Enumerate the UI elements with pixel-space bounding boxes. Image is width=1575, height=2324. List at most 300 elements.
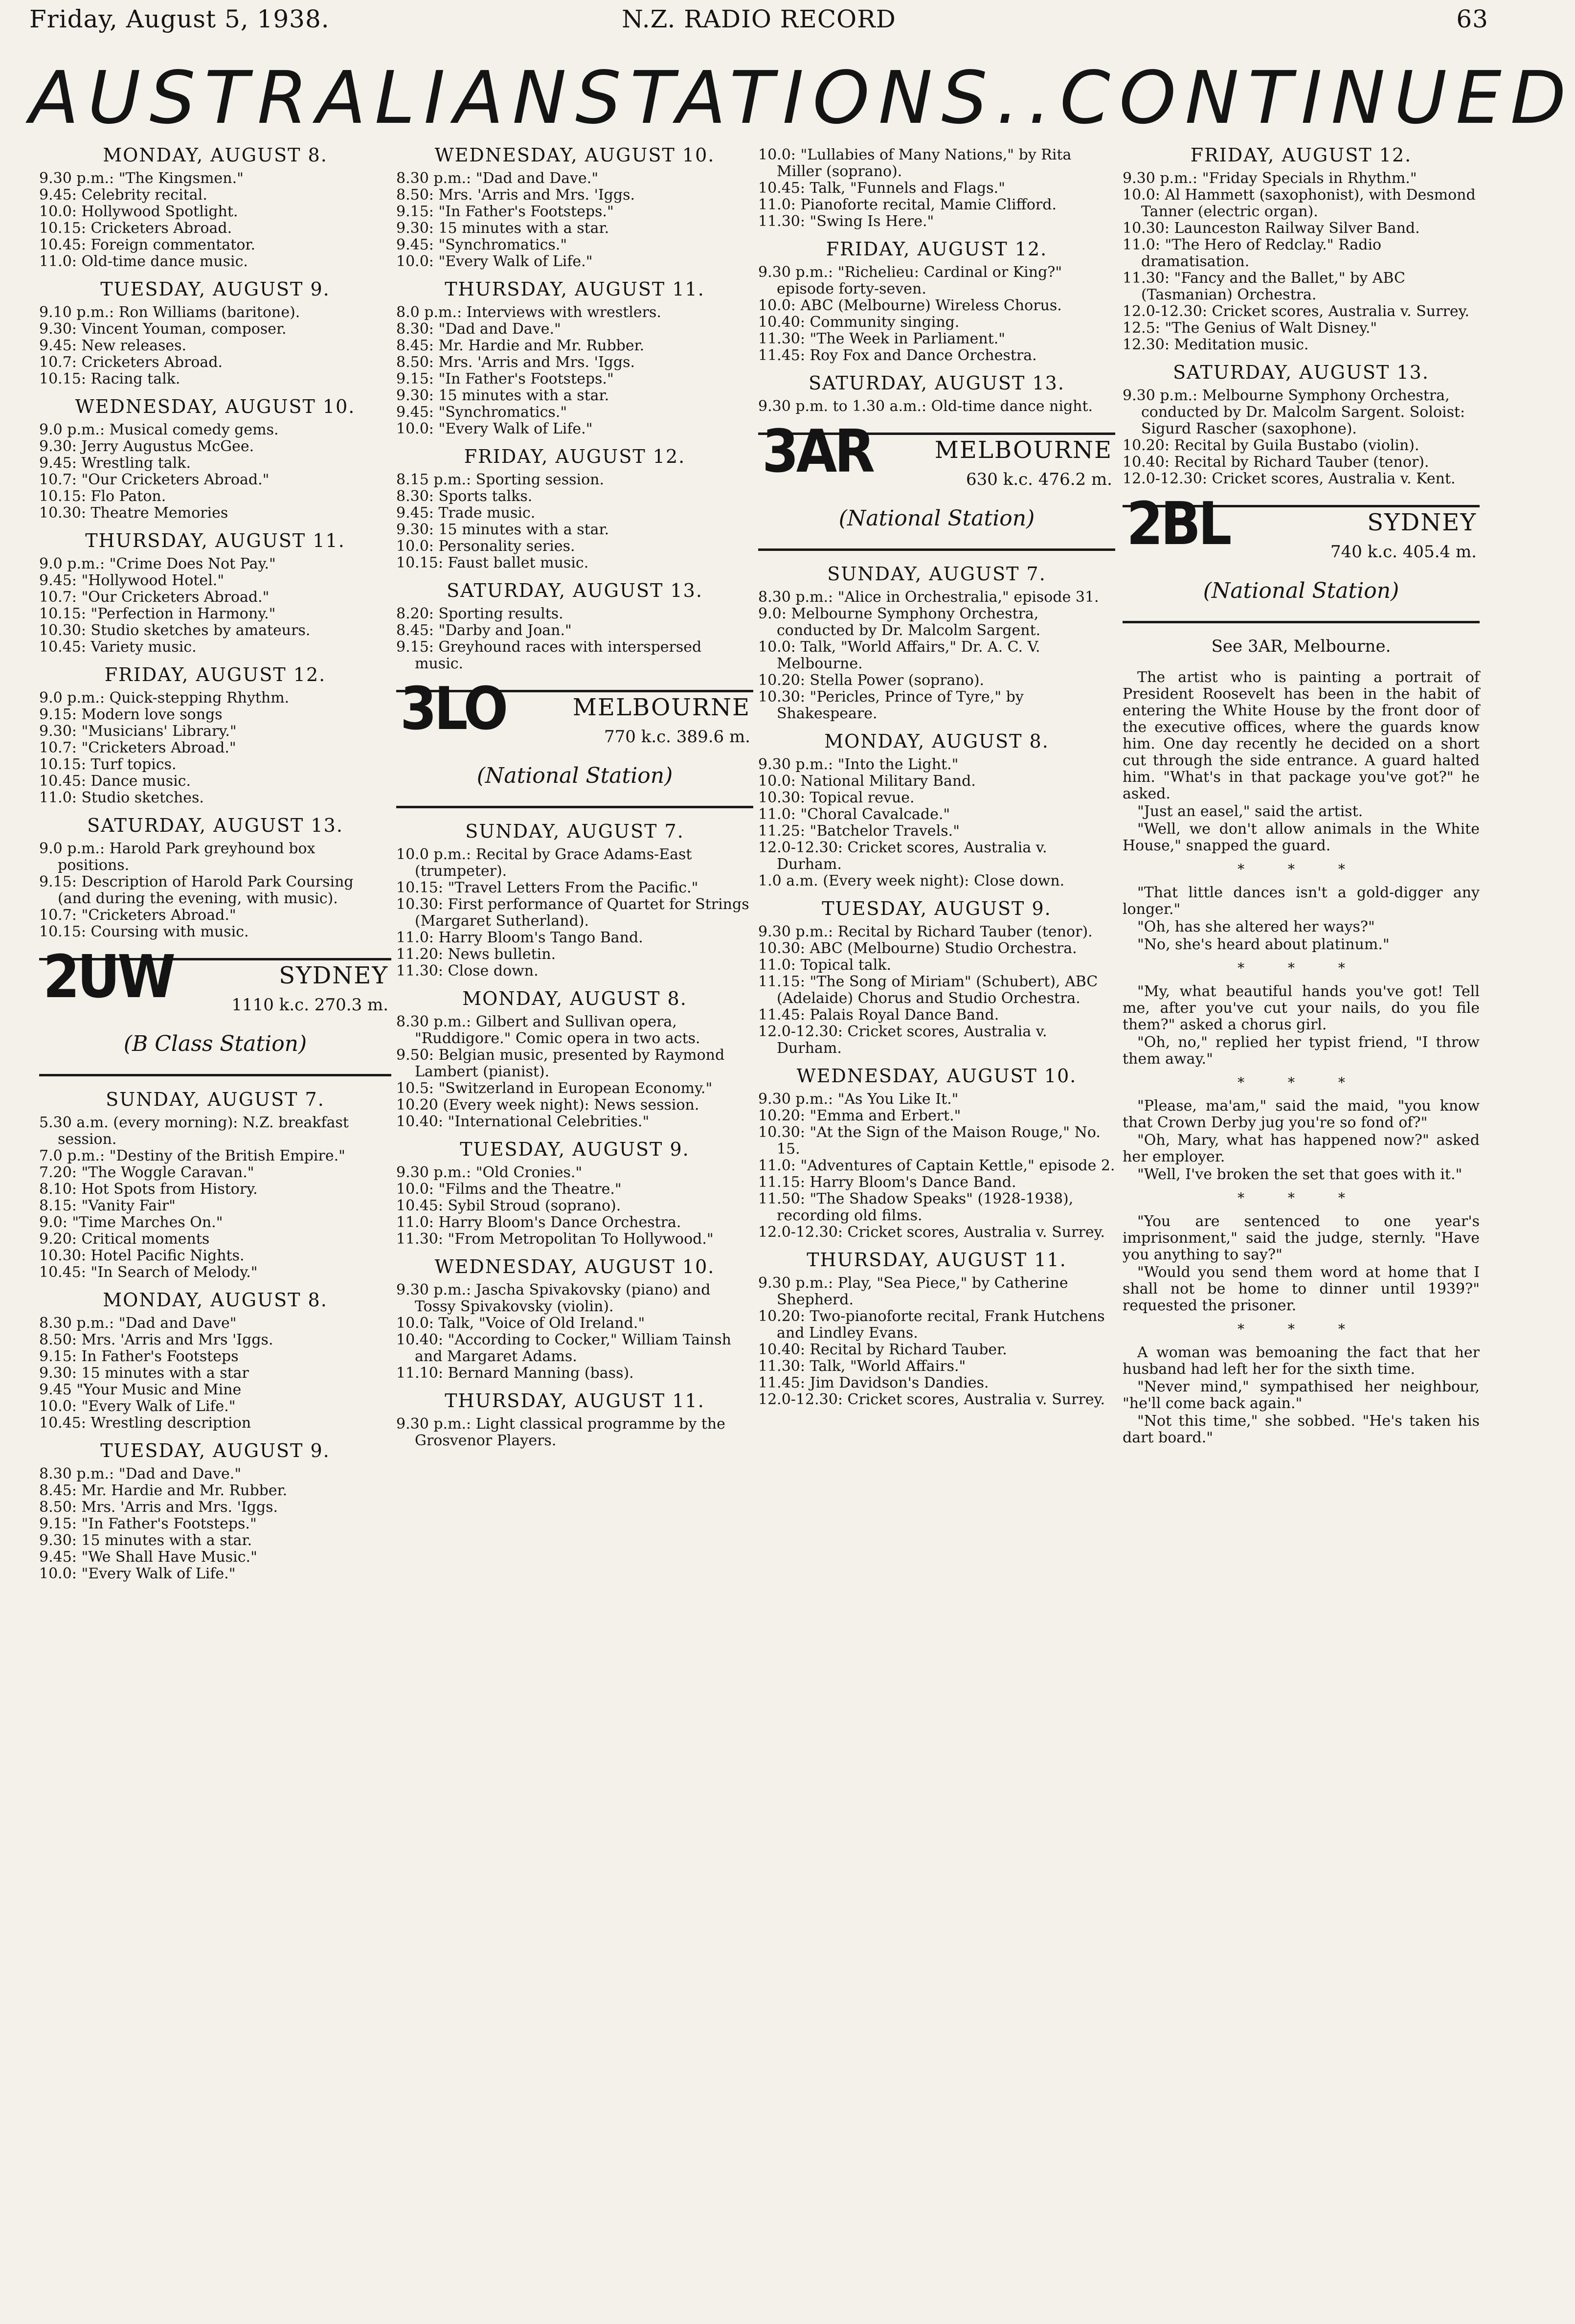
programme-title: Faust ballet music. <box>448 554 589 571</box>
issue-date: Friday, August 5, 1938. <box>29 5 330 33</box>
programme-title: "Batchelor Travels." <box>810 822 960 840</box>
day-heading: FRIDAY, AUGUST 12. <box>826 238 1048 260</box>
programme-entry <box>396 846 753 880</box>
station-frequency: 630 k.c. 476.2 m. <box>966 470 1112 489</box>
programme-entry <box>396 354 753 371</box>
programme-title: Topical revue. <box>810 789 915 806</box>
programme-entry <box>396 555 753 571</box>
programme-entry <box>396 237 753 253</box>
programme-entry <box>396 538 753 555</box>
day-heading: SATURDAY, AUGUST 13. <box>447 580 703 601</box>
programme-title: "Crime Does Not Pay." <box>109 555 276 572</box>
programme-time: 9.45: <box>39 572 77 589</box>
programme-title: "Cricketers Abroad." <box>81 907 236 924</box>
programme-entry <box>39 253 391 270</box>
story-paragraph: "That little dances isn't a gold-digger any longer." <box>1123 884 1480 918</box>
programme-title: "From Metropolitan To Hollywood." <box>448 1230 714 1248</box>
programme-entry <box>396 1047 753 1080</box>
station-city: SYDNEY <box>279 962 388 989</box>
page-number: 63 <box>1456 5 1488 33</box>
programme-entry <box>396 1214 753 1231</box>
story-paragraph: "Oh, no," replied her typist friend, "I throw them away." <box>1123 1034 1480 1068</box>
programme-title: "Your Music and Mine <box>76 1381 242 1398</box>
programme-entry <box>39 773 391 790</box>
programme-title: "In Father's Footsteps." <box>81 1515 257 1532</box>
programme-title: 15 minutes with a star. <box>438 521 609 538</box>
programme-title: Cricket scores, Australia v. Surrey. <box>847 1391 1105 1408</box>
day-heading: SUNDAY, AUGUST 7. <box>465 820 684 842</box>
programme-time: 12.30: <box>1123 336 1170 353</box>
programme-title: Melbourne Symphony Orchestra, conducted by Dr. Malcolm Sargent. Soloist: Sigurd Rascher (saxophone). <box>1141 387 1465 437</box>
programme-entry <box>758 1007 1115 1024</box>
programme-title: "Our Cricketers Abroad." <box>81 589 270 606</box>
programme-entry <box>396 304 753 321</box>
programme-entry <box>758 773 1115 790</box>
programme-time: 10.30: <box>758 1124 805 1141</box>
day-heading: TUESDAY, AUGUST 9. <box>822 898 1052 919</box>
programme-title: "Destiny of the British Empire." <box>109 1147 345 1164</box>
programme-time: 12.0-12.30: <box>1123 303 1207 320</box>
programme-entry <box>1123 220 1480 237</box>
publication-title: N.Z. RADIO RECORD <box>622 5 896 33</box>
programme-entry <box>758 756 1115 773</box>
station-city: MELBOURNE <box>572 694 750 721</box>
programme-entry <box>1123 170 1480 187</box>
programme-entry <box>396 1416 753 1449</box>
story-paragraph: "Please, ma'am," said the maid, "you know that Crown Derby jug you're so fond of?" <box>1123 1097 1480 1131</box>
programme-entry <box>39 1332 391 1348</box>
programme-time: 10.5: <box>396 1080 434 1097</box>
station-type: (National Station) <box>838 506 1035 531</box>
programme-time: 10.7: <box>39 354 77 371</box>
programme-time: 9.30: <box>39 1532 77 1549</box>
programme-title: Mrs. 'Arris and Mrs. 'Iggs. <box>81 1499 278 1516</box>
station-type: (National Station) <box>1203 578 1399 603</box>
programme-entry <box>396 1097 753 1114</box>
programme-time: 8.30 p.m.: <box>39 1465 114 1482</box>
day-heading: WEDNESDAY, AUGUST 10. <box>434 1256 715 1277</box>
programme-title: Harry Bloom's Tango Band. <box>438 929 643 946</box>
programme-entry <box>758 1108 1115 1124</box>
programme-time: 10.45: <box>39 1414 86 1432</box>
programme-entry <box>39 622 391 639</box>
programme-time: 10.40: <box>758 1341 805 1358</box>
programme-time: 10.30: <box>758 789 805 806</box>
programme-entry <box>396 1114 753 1130</box>
station-call-sign: 2UW <box>43 943 173 1011</box>
programme-time: 11.30: <box>1123 270 1170 287</box>
programme-entry <box>758 264 1115 297</box>
programme-entry <box>758 331 1115 347</box>
programme-entry <box>39 1398 391 1415</box>
programme-entry <box>396 639 753 672</box>
programme-entry <box>758 1174 1115 1191</box>
programme-entry <box>1123 387 1480 437</box>
programme-entry <box>39 841 391 874</box>
programme-entry <box>39 1482 391 1499</box>
programme-title: "The Song of Miriam" (Schubert), ABC (Adelaide) Chorus and Studio Orchestra. <box>777 973 1098 1007</box>
story-paragraph: "Oh, has she altered her ways?" <box>1137 918 1375 935</box>
story-paragraph: "Well, we don't allow animals in the White House," snapped the guard. <box>1123 820 1480 854</box>
programme-entry <box>396 204 753 220</box>
programme-entry <box>39 706 391 723</box>
programme-entry <box>758 314 1115 331</box>
programme-entry <box>396 1231 753 1248</box>
day-heading: SATURDAY, AUGUST 13. <box>1173 362 1429 383</box>
separator-stars: * * * <box>1238 861 1365 877</box>
programme-title: "At the Sign of the Maison Rouge," No. 15. <box>777 1124 1101 1158</box>
programme-entry <box>396 404 753 421</box>
programme-entry <box>39 371 391 387</box>
programme-time: 9.30: <box>396 220 434 237</box>
programme-time: 11.15: <box>758 1174 805 1191</box>
programme-title: Racing talk. <box>90 370 180 387</box>
column-2 <box>396 144 753 2319</box>
programme-entry <box>396 187 753 204</box>
programme-entry <box>758 180 1115 197</box>
programme-entry <box>39 606 391 622</box>
station-block <box>39 943 391 1076</box>
programme-entry <box>758 1224 1115 1241</box>
programme-entry <box>396 930 753 946</box>
programme-time: 11.15: <box>758 973 805 990</box>
programme-entry <box>396 1198 753 1214</box>
section-banner <box>29 56 1575 140</box>
programme-entry <box>396 1365 753 1382</box>
programme-time: 9.30: <box>39 320 77 338</box>
programme-entry <box>758 639 1115 672</box>
day-heading: FRIDAY, AUGUST 12. <box>1190 144 1412 166</box>
programme-entry <box>39 338 391 354</box>
programme-entry <box>396 880 753 896</box>
programme-title: "International Celebrities." <box>448 1113 650 1130</box>
programme-title: 15 minutes with a star. <box>438 220 609 237</box>
programme-entry <box>1123 237 1480 270</box>
programme-title: Talk, "Funnels and Flags." <box>810 180 1005 197</box>
programme-time: 5.30 a.m. <box>39 1114 109 1131</box>
programme-title: First performance of Quartet for Strings (Margaret Sutherland). <box>415 896 749 930</box>
programme-entry <box>396 387 753 404</box>
programme-time: 9.30: <box>396 387 434 404</box>
programme-time: 9.10 p.m.: <box>39 304 114 321</box>
programme-time: 10.30: <box>39 622 86 639</box>
programme-entry <box>396 253 753 270</box>
column-4 <box>1123 144 1480 2319</box>
programme-entry <box>758 1342 1115 1358</box>
programme-entry <box>758 197 1115 213</box>
programme-title: "The Shadow Speaks" (1928-1938), recording old films. <box>777 1190 1074 1224</box>
programme-entry <box>396 1315 753 1332</box>
programme-entry <box>39 1214 391 1231</box>
programme-entry <box>758 1391 1115 1408</box>
programme-entry <box>758 347 1115 364</box>
programme-time: 9.30 p.m.: <box>39 170 114 187</box>
programme-entry <box>396 522 753 538</box>
programme-title: "Musicians' Library." <box>81 723 237 740</box>
programme-entry <box>758 606 1115 639</box>
programme-entry <box>1123 320 1480 337</box>
programme-title: "Films and the Theatre." <box>438 1181 622 1198</box>
programme-entry <box>39 1466 391 1482</box>
programme-title: "Synchromatics." <box>438 236 567 253</box>
programme-time: 8.15 p.m.: <box>396 471 472 488</box>
programme-entry <box>39 1181 391 1198</box>
programme-entry <box>1123 437 1480 454</box>
programme-entry <box>758 672 1115 689</box>
programme-entry <box>39 170 391 187</box>
programme-title: "Cricketers Abroad." <box>81 739 236 756</box>
day-heading: WEDNESDAY, AUGUST 10. <box>75 396 356 417</box>
programme-time: 9.0 p.m.: <box>39 689 105 706</box>
programme-title: Ron Williams (baritone). <box>118 304 300 321</box>
programme-time: 10.0 p.m.: <box>396 846 472 863</box>
programme-entry <box>39 204 391 220</box>
programme-title: Two-pianoforte recital, Frank Hutchens and Lindley Evans. <box>777 1308 1105 1342</box>
day-heading: SATURDAY, AUGUST 13. <box>87 815 343 836</box>
programme-title: "Richelieu: Cardinal or King?" episode forty-seven. <box>777 264 1062 297</box>
programme-time: 9.30 p.m.: <box>758 1275 833 1292</box>
station-call-sign: 2BL <box>1126 490 1230 558</box>
programme-title: Jerry Augustus McGee. <box>81 438 254 455</box>
programme-title: Cricket scores, Australia v. Durham. <box>777 839 1047 873</box>
programme-title: Harry Bloom's Dance Band. <box>810 1174 1016 1191</box>
day-heading: FRIDAY, AUGUST 12. <box>464 446 686 467</box>
programme-entry <box>396 338 753 354</box>
programme-title: "Hollywood Hotel." <box>81 572 225 589</box>
programme-time: 9.30: <box>39 723 77 740</box>
programme-title: "Fancy and the Ballet," by ABC (Tasmanian) Orchestra. <box>1141 270 1405 303</box>
day-heading: WEDNESDAY, AUGUST 10. <box>434 144 715 166</box>
banner-word: CONTINUED <box>1059 56 1575 140</box>
programme-entry <box>1123 471 1480 487</box>
programme-time: 8.45: <box>39 1482 77 1499</box>
programme-time: 8.45: <box>396 622 434 639</box>
programme-title: "Every Walk of Life." <box>81 1565 236 1582</box>
programme-time: 10.30: <box>396 896 443 913</box>
programme-entry <box>39 1164 391 1181</box>
programme-time: 10.0: <box>1123 186 1160 204</box>
programme-title: Coursing with music. <box>90 923 249 940</box>
programme-time: 10.0: <box>396 1315 434 1332</box>
programme-title: "The Week in Parliament." <box>810 330 1006 347</box>
station-block <box>1123 490 1480 623</box>
programme-title: "The Kingsmen." <box>118 170 244 187</box>
programme-time: 10.15: <box>39 923 86 940</box>
programme-time: 9.15: <box>39 706 77 723</box>
programme-time: 10.40: <box>1123 454 1170 471</box>
programme-title: Light classical programme by the Grosvenor Players. <box>415 1415 725 1449</box>
programme-title: Variety music. <box>90 638 197 656</box>
programme-title: Dance music. <box>90 773 191 790</box>
programme-time: 10.20 <box>396 1096 438 1114</box>
programme-time: 10.45: <box>396 1197 443 1214</box>
story-paragraph: "Not this time," she sobbed. "He's taken his dart board." <box>1123 1413 1480 1446</box>
programme-entry <box>396 220 753 237</box>
story-paragraph: "My, what beautiful hands you've got! Tell me, after you've cut your nails, do you file them?" asked a chorus girl. <box>1123 983 1480 1033</box>
programme-entry <box>396 606 753 622</box>
banner-dot: . <box>1028 56 1060 140</box>
programme-title: Mrs. 'Arris and Mrs 'Iggs. <box>81 1331 273 1348</box>
column-1 <box>39 144 391 2319</box>
programme-time: 9.30 p.m. to 1.30 a.m.: <box>758 398 927 415</box>
station-frequency: 770 k.c. 389.6 m. <box>604 727 750 747</box>
column-3 <box>758 147 1115 2319</box>
programme-time: 12.0-12.30: <box>758 1391 843 1408</box>
programme-title: "As You Like It." <box>837 1091 959 1108</box>
programme-entry <box>39 1248 391 1264</box>
day-heading: TUESDAY, AUGUST 9. <box>460 1139 690 1160</box>
separator-stars: * * * <box>1238 960 1365 976</box>
programme-entry <box>758 297 1115 314</box>
programme-title: Cricket scores, Australia v. Surrey. <box>847 1224 1105 1241</box>
programme-entry <box>758 1358 1115 1375</box>
programme-time: 11.30: <box>758 1358 805 1375</box>
programme-time: 9.30 p.m.: <box>1123 387 1198 404</box>
programme-title: Turf topics. <box>90 756 177 773</box>
programme-entry <box>39 790 391 806</box>
programme-title: Celebrity recital. <box>81 186 207 204</box>
programme-time: 12.0-12.30: <box>758 1023 843 1040</box>
programme-title: (Every week night): News session. <box>443 1096 699 1114</box>
programme-time: 9.30 p.m.: <box>1123 170 1198 187</box>
programme-time: 9.30: <box>396 521 434 538</box>
programme-time: 9.30 p.m.: <box>396 1415 472 1433</box>
programme-title: "Travel Letters From the Pacific." <box>448 879 698 896</box>
programme-title: "Choral Cavalcade." <box>800 806 950 823</box>
day-heading: FRIDAY, AUGUST 12. <box>104 664 326 685</box>
programme-title: Mrs. 'Arris and Mrs. 'Iggs. <box>438 186 635 204</box>
programme-time: 11.0: <box>758 806 796 823</box>
separator-stars: * * * <box>1238 1190 1365 1206</box>
programme-time: 10.20: <box>758 1107 805 1124</box>
programme-time: 8.0 p.m.: <box>396 304 462 321</box>
day-heading: THURSDAY, AUGUST 11. <box>445 1390 705 1412</box>
programme-entry <box>758 398 1115 415</box>
station-city: SYDNEY <box>1367 509 1477 536</box>
story-paragraph: "You are sentenced to one year's imprisonment," said the judge, sternly. "Have you anything to say?" <box>1123 1213 1480 1263</box>
programme-time: 10.30: <box>758 688 805 706</box>
programme-title: Launceston Railway Silver Band. <box>1174 220 1420 237</box>
programme-time: 10.7: <box>39 589 77 606</box>
programme-title: Harry Bloom's Dance Orchestra. <box>438 1214 681 1231</box>
programme-time: 8.20: <box>396 605 434 622</box>
programme-time: 9.30 p.m.: <box>758 264 833 281</box>
programme-entry <box>39 556 391 572</box>
programme-title: Palais Royal Dance Band. <box>810 1006 999 1024</box>
programme-entry <box>39 220 391 237</box>
programme-time: 8.30: <box>396 320 434 338</box>
programme-entry <box>758 1375 1115 1391</box>
story-paragraph: The artist who is painting a portrait of President Roosevelt has been in the habit of entering the White House by the front door of the executive offices, where the guards know him. One day recently he decided on a short cut through the side entrance. A guard halted him. "What's in that package you've got?" he asked. <box>1123 669 1480 802</box>
programme-title: Cricket scores, Australia v. Surrey. <box>1212 303 1470 320</box>
programme-title: Talk, "Voice of Old Ireland." <box>438 1315 645 1332</box>
programme-title: "Dad and Dave." <box>438 320 561 338</box>
programme-title: "Every Walk of Life." <box>438 420 593 437</box>
programme-entry <box>396 963 753 980</box>
programme-time: 10.20: <box>758 672 805 689</box>
programme-entry <box>39 354 391 371</box>
programme-time: 10.15: <box>39 220 86 237</box>
banner-dot: . <box>996 56 1028 140</box>
day-heading: MONDAY, AUGUST 8. <box>462 988 687 1009</box>
programme-title: Close down. <box>448 962 539 980</box>
programme-entry <box>396 946 753 963</box>
programme-title: Sporting session. <box>475 471 605 488</box>
programme-time: 11.50: <box>758 1190 805 1208</box>
programme-title: Community singing. <box>810 314 960 331</box>
programme-title: Studio sketches by amateurs. <box>90 622 311 639</box>
programme-time: 10.30: <box>758 940 805 957</box>
programme-title: Wrestling description <box>90 1414 251 1432</box>
programme-entry <box>396 488 753 505</box>
programme-time: 8.50: <box>39 1331 77 1348</box>
programme-entry <box>1123 454 1480 471</box>
programme-entry <box>758 1024 1115 1057</box>
programme-title: Roy Fox and Dance Orchestra. <box>810 347 1037 364</box>
station-block <box>396 675 753 808</box>
programme-time: 9.30 p.m.: <box>758 1091 833 1108</box>
programme-title: "Our Cricketers Abroad." <box>81 471 270 488</box>
programme-entry <box>758 689 1115 722</box>
programme-time: 10.30: <box>1123 220 1170 237</box>
programme-time: 9.45: <box>396 504 434 522</box>
programme-title: Mr. Hardie and Mr. Rubber. <box>438 337 645 354</box>
programme-time: 8.10: <box>39 1181 77 1198</box>
programme-time: 10.0: <box>396 1181 434 1198</box>
programme-title: Belgian music, presented by Raymond Lambert (pianist). <box>415 1047 725 1080</box>
programme-title: ABC (Melbourne) Studio Orchestra. <box>810 940 1077 957</box>
programme-title: Bernard Manning (bass). <box>448 1365 634 1382</box>
programme-entry <box>39 756 391 773</box>
programme-title: Mrs. 'Arris and Mrs. 'Iggs. <box>438 354 635 371</box>
programme-time: 10.30: <box>39 504 86 522</box>
programme-time: 11.0: <box>39 789 77 806</box>
programme-entry <box>39 505 391 522</box>
programme-time: 10.0: <box>39 1565 77 1582</box>
programme-title: Gilbert and Sullivan opera, "Ruddigore." Comic opera in two acts. <box>415 1013 700 1047</box>
programme-title: Recital by Guila Bustabo (violin). <box>1174 437 1419 454</box>
programme-time: 11.45: <box>758 1374 805 1391</box>
programme-time: 9.30: <box>39 438 77 455</box>
programme-entry <box>396 1332 753 1365</box>
programme-time: 10.20: <box>758 1308 805 1325</box>
story-paragraph: "Just an easel," said the artist. <box>1137 803 1363 820</box>
programme-time: 8.50: <box>396 354 434 371</box>
programme-entry <box>396 1282 753 1315</box>
programme-time: 8.50: <box>39 1499 77 1516</box>
programme-entry <box>39 740 391 756</box>
programme-entry <box>396 1164 753 1181</box>
programme-title: Stella Power (soprano). <box>810 672 985 689</box>
programme-title: "Swing Is Here." <box>810 213 934 230</box>
programme-title: Harold Park greyhound box positions. <box>58 840 315 874</box>
programme-time: 9.45: <box>39 455 77 472</box>
programme-time: 9.15: <box>39 1348 77 1365</box>
programme-entry <box>39 589 391 606</box>
programme-entry <box>39 572 391 589</box>
programme-entry <box>396 321 753 338</box>
programme-title: "Synchromatics." <box>438 404 567 421</box>
programme-entry <box>758 1124 1115 1158</box>
programme-title: Flo Paton. <box>90 488 166 505</box>
programme-title: Greyhound races with interspersed music. <box>415 638 702 672</box>
programme-title: Meditation music. <box>1174 336 1309 353</box>
programme-entry <box>39 1115 391 1148</box>
programme-entry <box>39 639 391 656</box>
programme-entry <box>39 455 391 472</box>
programme-entry <box>396 421 753 437</box>
day-heading: WEDNESDAY, AUGUST 10. <box>796 1065 1077 1087</box>
